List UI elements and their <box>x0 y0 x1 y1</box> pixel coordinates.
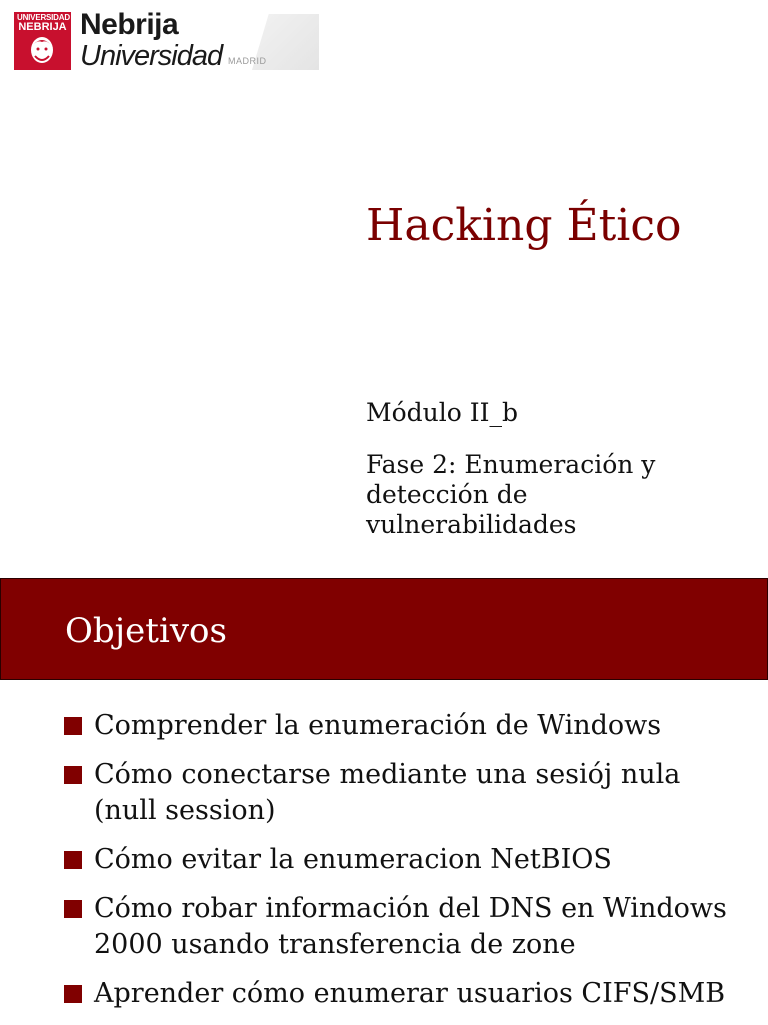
heading-band <box>0 578 768 680</box>
seal-top-text: UNIVERSIDAD <box>17 13 70 22</box>
slide-title: Hacking Ético <box>366 200 682 251</box>
list-item <box>64 708 744 744</box>
logo-city: MADRID <box>228 56 267 66</box>
objectives-slide <box>0 576 768 1024</box>
objectives-list <box>64 708 744 1025</box>
square-bullet-icon <box>64 766 82 784</box>
square-bullet-icon <box>64 900 82 918</box>
list-item-text: Aprender cómo enumerar usuarios CIFS/SMB <box>94 978 726 1009</box>
logo-line2: Universidad <box>80 40 223 72</box>
seal-name-text: NEBRIJA <box>18 21 67 33</box>
logo-line1: Nebrija <box>80 8 179 41</box>
list-item <box>64 976 744 1012</box>
list-item-text: Comprender la enumeración de Windows <box>94 710 662 741</box>
list-item-text: Cómo robar información del DNS en Windows 2000 usando transferencia de zone <box>94 893 727 960</box>
module-label: Módulo II_b <box>366 398 519 427</box>
phase-label: Fase 2: Enumeración y detección de vulnerabilidades <box>366 450 656 539</box>
list-item <box>64 842 744 878</box>
list-item-text: Cómo conectarse mediante una sesiój nula (null session) <box>94 759 681 826</box>
objectives-heading: Objetivos <box>65 611 227 651</box>
list-item-text: Cómo evitar la enumeracion NetBIOS <box>94 844 612 875</box>
square-bullet-icon <box>64 985 82 1003</box>
university-seal-icon <box>14 12 71 70</box>
list-item <box>64 757 744 829</box>
list-item <box>64 891 744 963</box>
square-bullet-icon <box>64 851 82 869</box>
square-bullet-icon <box>64 717 82 735</box>
nebrija-logo <box>14 8 319 72</box>
